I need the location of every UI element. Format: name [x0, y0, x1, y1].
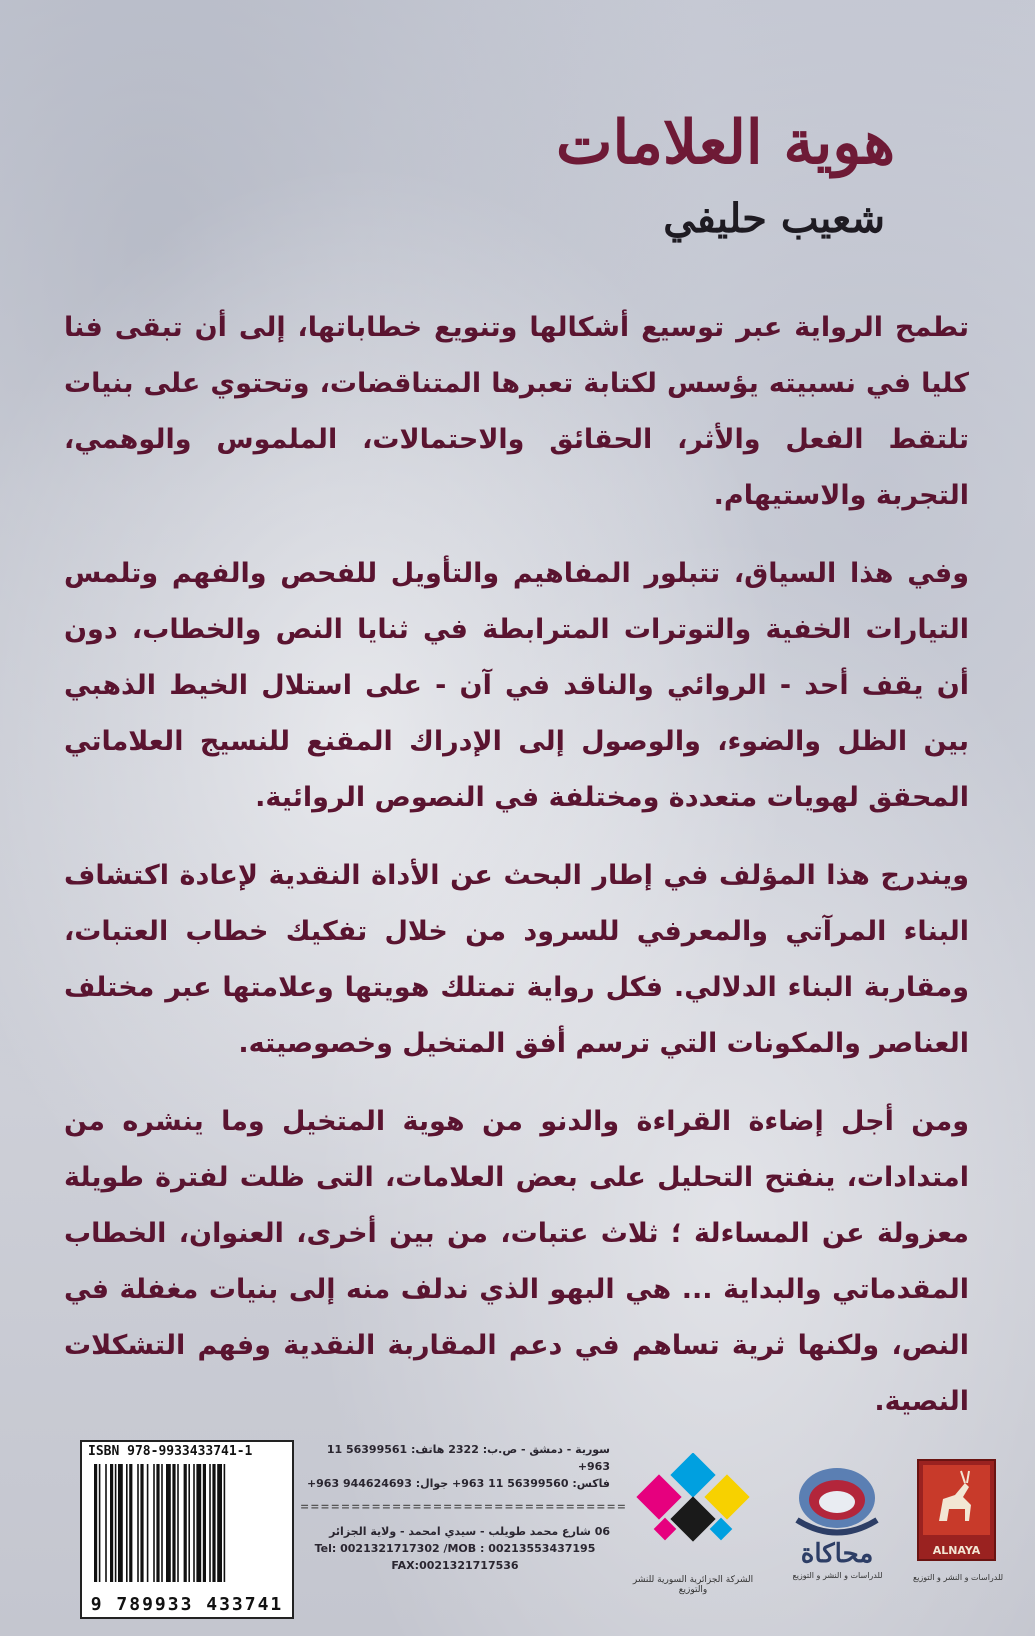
blurb-paragraph-4: ومن أجل إضاءة القراءة والدنو من هوية المتخيل وما ينشره من امتدادات، ينفتح التحليل على بعض العلامات، التى ظلت لفترة طويلة معزولة عن المساءلة ؛ ثلاث عتبات، من بين أخرى، العنوان، الخطاب المقدماتي والبداية ... هي البهو الذي ندلف منه إلى بنيات مغفلة في النص، ولكنها ثرية تساهم في دعم المقاربة النقدية وفهم التشكلات النصية. [64, 1106, 969, 1417]
logo2-name: محاكاة [800, 1539, 874, 1569]
publisher-logo-squares-icon [633, 1453, 753, 1563]
gazelle-icon [919, 1461, 994, 1541]
publisher-contact [300, 1441, 627, 1574]
contact-syria-line-1: سورية - دمشق - ص.ب: 2322 هاتف: 56399561 11 963+ [326, 1443, 610, 1473]
blurb-text [64, 300, 969, 1452]
barcode-digits: 9 789933 433741 [90, 1594, 284, 1615]
author-name: شعيب حليفي [663, 195, 885, 242]
logo3-caption: للدراسات و النشر و التوزيع [912, 1573, 1004, 1582]
barcode-bars [90, 1464, 284, 1582]
logo3-name: ALNAYA [932, 1544, 981, 1557]
contact-separator: ================================ [300, 1500, 627, 1513]
alnaya-logo [917, 1459, 996, 1561]
contact-algeria-fax: FAX:0021321717536 [391, 1559, 519, 1572]
book-title: هوية العلامات [556, 108, 895, 178]
logo2-caption: للدراسات و النشر و التوزيع [792, 1571, 883, 1580]
muhakah-logo-icon [785, 1450, 890, 1580]
blurb-paragraph-1: تطمح الرواية عبر توسيع أشكالها وتنويع خطاباتها، إلى أن تبقى فنا كليا في نسبيته يؤسس لكتابة تعبرها المتناقضات، وتحتوي على بنيات تلتقط الفعل والأثر، الحقائق والاحتمالات، الملموس والوهمي، التجربة والاستيهام. [64, 312, 969, 511]
logo1-caption: الشركة الجزائرية السورية للنشر والتوزيع [632, 1575, 754, 1595]
isbn-barcode [80, 1440, 294, 1619]
contact-algeria-phone: Tel: 0021321717302 /MOB : 00213553437195 [314, 1542, 596, 1555]
blurb-paragraph-3: ويندرج هذا المؤلف في إطار البحث عن الأداة النقدية لإعادة اكتشاف البناء المرآتي والمعرفي للسرود من خلال تفكيك خطاب العتبات، ومقاربة البناء الدلالي. فكل رواية تمتلك هويتها وعلامتها عبر مختلف العناصر والمكونات التي ترسم أفق المتخيل وخصوصيته. [64, 860, 969, 1059]
contact-algeria-address: 06 شارع محمد طويلب - سيدي امحمد - ولاية الجزائر [329, 1525, 610, 1538]
blurb-paragraph-2: وفي هذا السياق، تتبلور المفاهيم والتأويل للفحص والفهم وتلمس التيارات الخفية والتوترات المترابطة في ثنايا النص والخطاب، دون أن يقف أحد - الروائي والناقد في آن - على استلال الخيط الذهبي بين الظل والضوء، والوصول إلى الإدراك المقنع للنسيج العلاماتي المحقق لهويات متعددة ومختلفة في النصوص الروائية. [64, 558, 969, 813]
publisher-footer [0, 1425, 1035, 1636]
isbn-label: ISBN 978-9933433741-1 [88, 1444, 253, 1459]
contact-syria-line-2: فاكس: 56399560 11 963+ جوال: 944624693 963+ [306, 1477, 610, 1490]
